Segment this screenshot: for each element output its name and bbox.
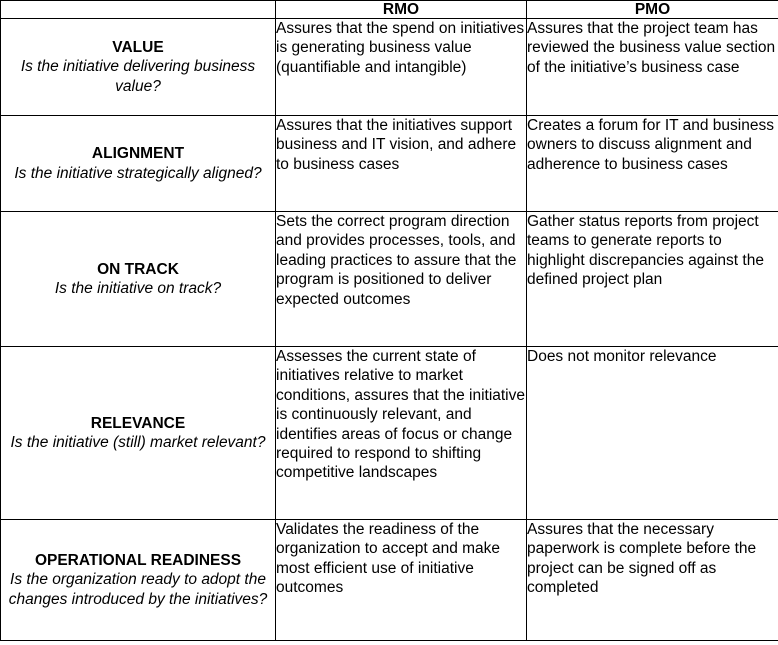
criterion-question: Is the initiative delivering business value? bbox=[20, 58, 256, 95]
criterion-title: RELEVANCE bbox=[90, 414, 186, 432]
table-row-on-track bbox=[1, 212, 778, 347]
rmo-description: Validates the readiness of the organization to accept and make most efficient use of initiative outcomes bbox=[276, 520, 527, 641]
rmo-description: Assures that the spend on initiatives is generating business value (quantifiable and intangible) bbox=[276, 19, 527, 116]
criteria-column-header bbox=[1, 1, 276, 19]
criterion-question: Is the initiative (still) market relevant? bbox=[10, 434, 266, 451]
criterion-title: ALIGNMENT bbox=[91, 145, 185, 163]
rmo-column-header: RMO bbox=[276, 1, 527, 19]
criterion-question: Is the initiative on track? bbox=[54, 280, 222, 297]
criterion-cell bbox=[1, 212, 276, 347]
table-row-alignment bbox=[1, 116, 778, 212]
criterion-cell bbox=[1, 116, 276, 212]
criterion-question: Is the initiative strategically aligned? bbox=[14, 164, 262, 182]
criterion-cell bbox=[1, 19, 276, 116]
criterion-title: VALUE bbox=[112, 38, 164, 56]
criterion-cell bbox=[1, 520, 276, 641]
pmo-description: Gather status reports from project teams to generate reports to highlight discrepancies against the defined project plan bbox=[527, 212, 778, 347]
criterion-cell bbox=[1, 347, 276, 520]
pmo-description: Assures that the necessary paperwork is complete before the project can be signed off as completed bbox=[527, 520, 778, 641]
criterion-title: ON TRACK bbox=[97, 260, 179, 278]
rmo-description: Sets the correct program direction and provides processes, tools, and leading practices to assure that the program is positioned to deliver expected outcomes bbox=[276, 212, 527, 347]
table-row-operational-readiness bbox=[1, 520, 778, 641]
table-row-value bbox=[1, 19, 778, 116]
criterion-title: OPERATIONAL READINESS bbox=[34, 551, 242, 569]
table-header-row bbox=[1, 1, 778, 19]
table-row-relevance bbox=[1, 347, 778, 520]
pmo-description: Assures that the project team has reviewed the business value section of the initiative’s business case bbox=[527, 19, 778, 116]
criterion-question: Is the organization ready to adopt the changes introduced by the initiatives? bbox=[8, 571, 268, 608]
pmo-description: Does not monitor relevance bbox=[527, 347, 778, 520]
rmo-description: Assures that the initiatives support business and IT vision, and adhere to business cases bbox=[276, 116, 527, 212]
rmo-description: Assesses the current state of initiatives relative to market conditions, assures that the initiative is continuously relevant, and identifies areas of focus or change required to respond to shifting competitive landscapes bbox=[276, 347, 527, 520]
pmo-column-header: PMO bbox=[527, 1, 778, 19]
pmo-description: Creates a forum for IT and business owners to discuss alignment and adherence to business cases bbox=[527, 116, 778, 212]
